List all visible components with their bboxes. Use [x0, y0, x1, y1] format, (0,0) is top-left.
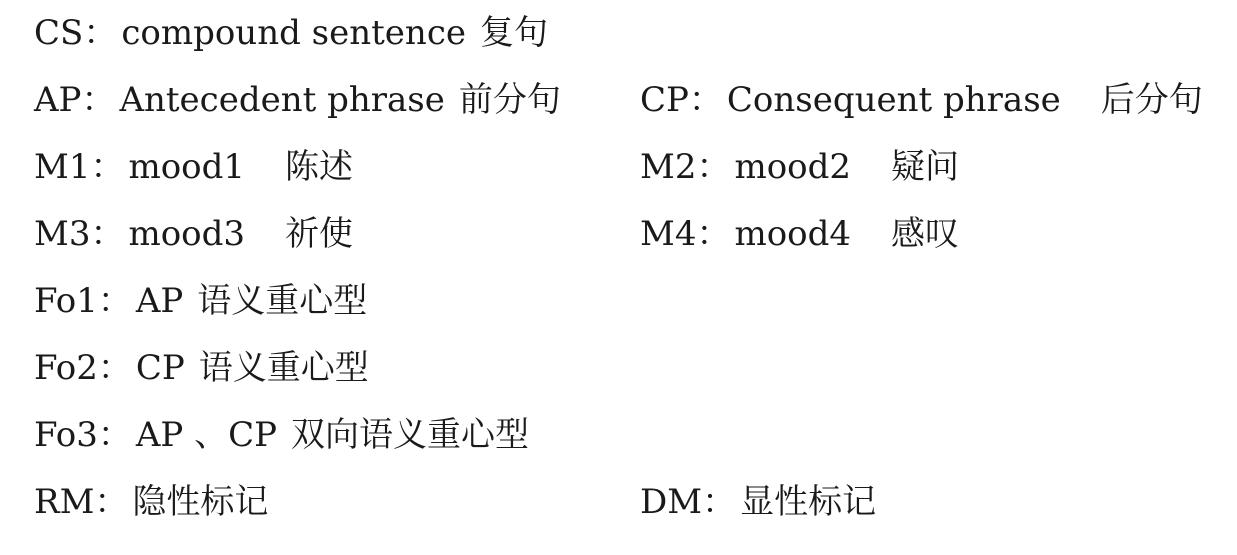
legend-abbr: M1	[34, 147, 91, 187]
legend-separator: ：	[702, 482, 737, 522]
legend-entry-fo2	[34, 343, 369, 393]
legend-separator: ：	[688, 80, 723, 120]
legend-separator: ：	[97, 281, 132, 321]
legend-abbr: M3	[34, 214, 91, 254]
legend-english-term: AP	[135, 281, 184, 321]
legend-english-term: mood4	[734, 214, 852, 254]
legend-chinese-term: 隐性标记	[132, 482, 269, 522]
legend-separator: ：	[90, 147, 125, 187]
legend-abbr: M4	[640, 214, 697, 254]
legend-entry-cs	[34, 8, 548, 58]
legend-entry-cp	[640, 75, 1203, 125]
legend-separator: ：	[97, 348, 132, 388]
legend-chinese-term: 陈述	[285, 147, 354, 187]
legend-abbr: CS	[34, 13, 84, 53]
legend-chinese-term: 语义重心型	[197, 281, 368, 321]
legend-abbr: Fo1	[34, 281, 98, 321]
legend-chinese-term: 语义重心型	[198, 348, 369, 388]
legend-chinese-term: 祈使	[285, 214, 354, 254]
legend-english-term: compound sentence	[121, 13, 466, 53]
legend-abbr: CP	[640, 80, 689, 120]
legend-separator: ：	[97, 415, 132, 455]
legend-abbr: AP	[34, 80, 82, 120]
legend-abbr: M2	[640, 147, 697, 187]
legend-english-term: mood1	[128, 147, 246, 187]
legend-chinese-term: 感叹	[891, 214, 960, 254]
legend-separator: ：	[94, 482, 129, 522]
legend-entry-m1	[34, 142, 353, 192]
legend-chinese-term: 显性标记	[740, 482, 877, 522]
legend-separator: ：	[696, 214, 731, 254]
legend-abbr: RM	[34, 482, 95, 522]
legend-english-term: mood3	[128, 214, 246, 254]
legend-entry-dm	[640, 477, 876, 527]
legend-entry-m3	[34, 209, 353, 259]
legend-chinese-term: 复句	[479, 13, 548, 53]
legend-chinese-term: 前分句	[458, 80, 561, 120]
legend-entry-fo3	[34, 410, 529, 460]
legend-separator: ：	[83, 13, 118, 53]
legend-english-term: Consequent phrase	[726, 80, 1061, 120]
legend-chinese-term: 后分句	[1100, 80, 1203, 120]
legend-entry-m2	[640, 142, 959, 192]
abbreviation-legend	[34, 0, 1224, 555]
legend-separator: ：	[81, 80, 116, 120]
legend-chinese-term: 双向语义重心型	[290, 415, 529, 455]
legend-abbr: Fo2	[34, 348, 98, 388]
legend-separator: ：	[696, 147, 731, 187]
legend-entry-fo1	[34, 276, 367, 326]
legend-english-term: mood2	[734, 147, 852, 187]
legend-entry-rm	[34, 477, 268, 527]
legend-entry-m4	[640, 209, 959, 259]
legend-abbr: DM	[640, 482, 703, 522]
legend-english-term: AP 、CP	[135, 415, 277, 455]
legend-abbr: Fo3	[34, 415, 98, 455]
legend-separator: ：	[90, 214, 125, 254]
legend-chinese-term: 疑问	[891, 147, 960, 187]
legend-english-term: CP	[135, 348, 185, 388]
legend-entry-ap	[34, 75, 561, 125]
legend-english-term: Antecedent phrase	[119, 80, 445, 120]
